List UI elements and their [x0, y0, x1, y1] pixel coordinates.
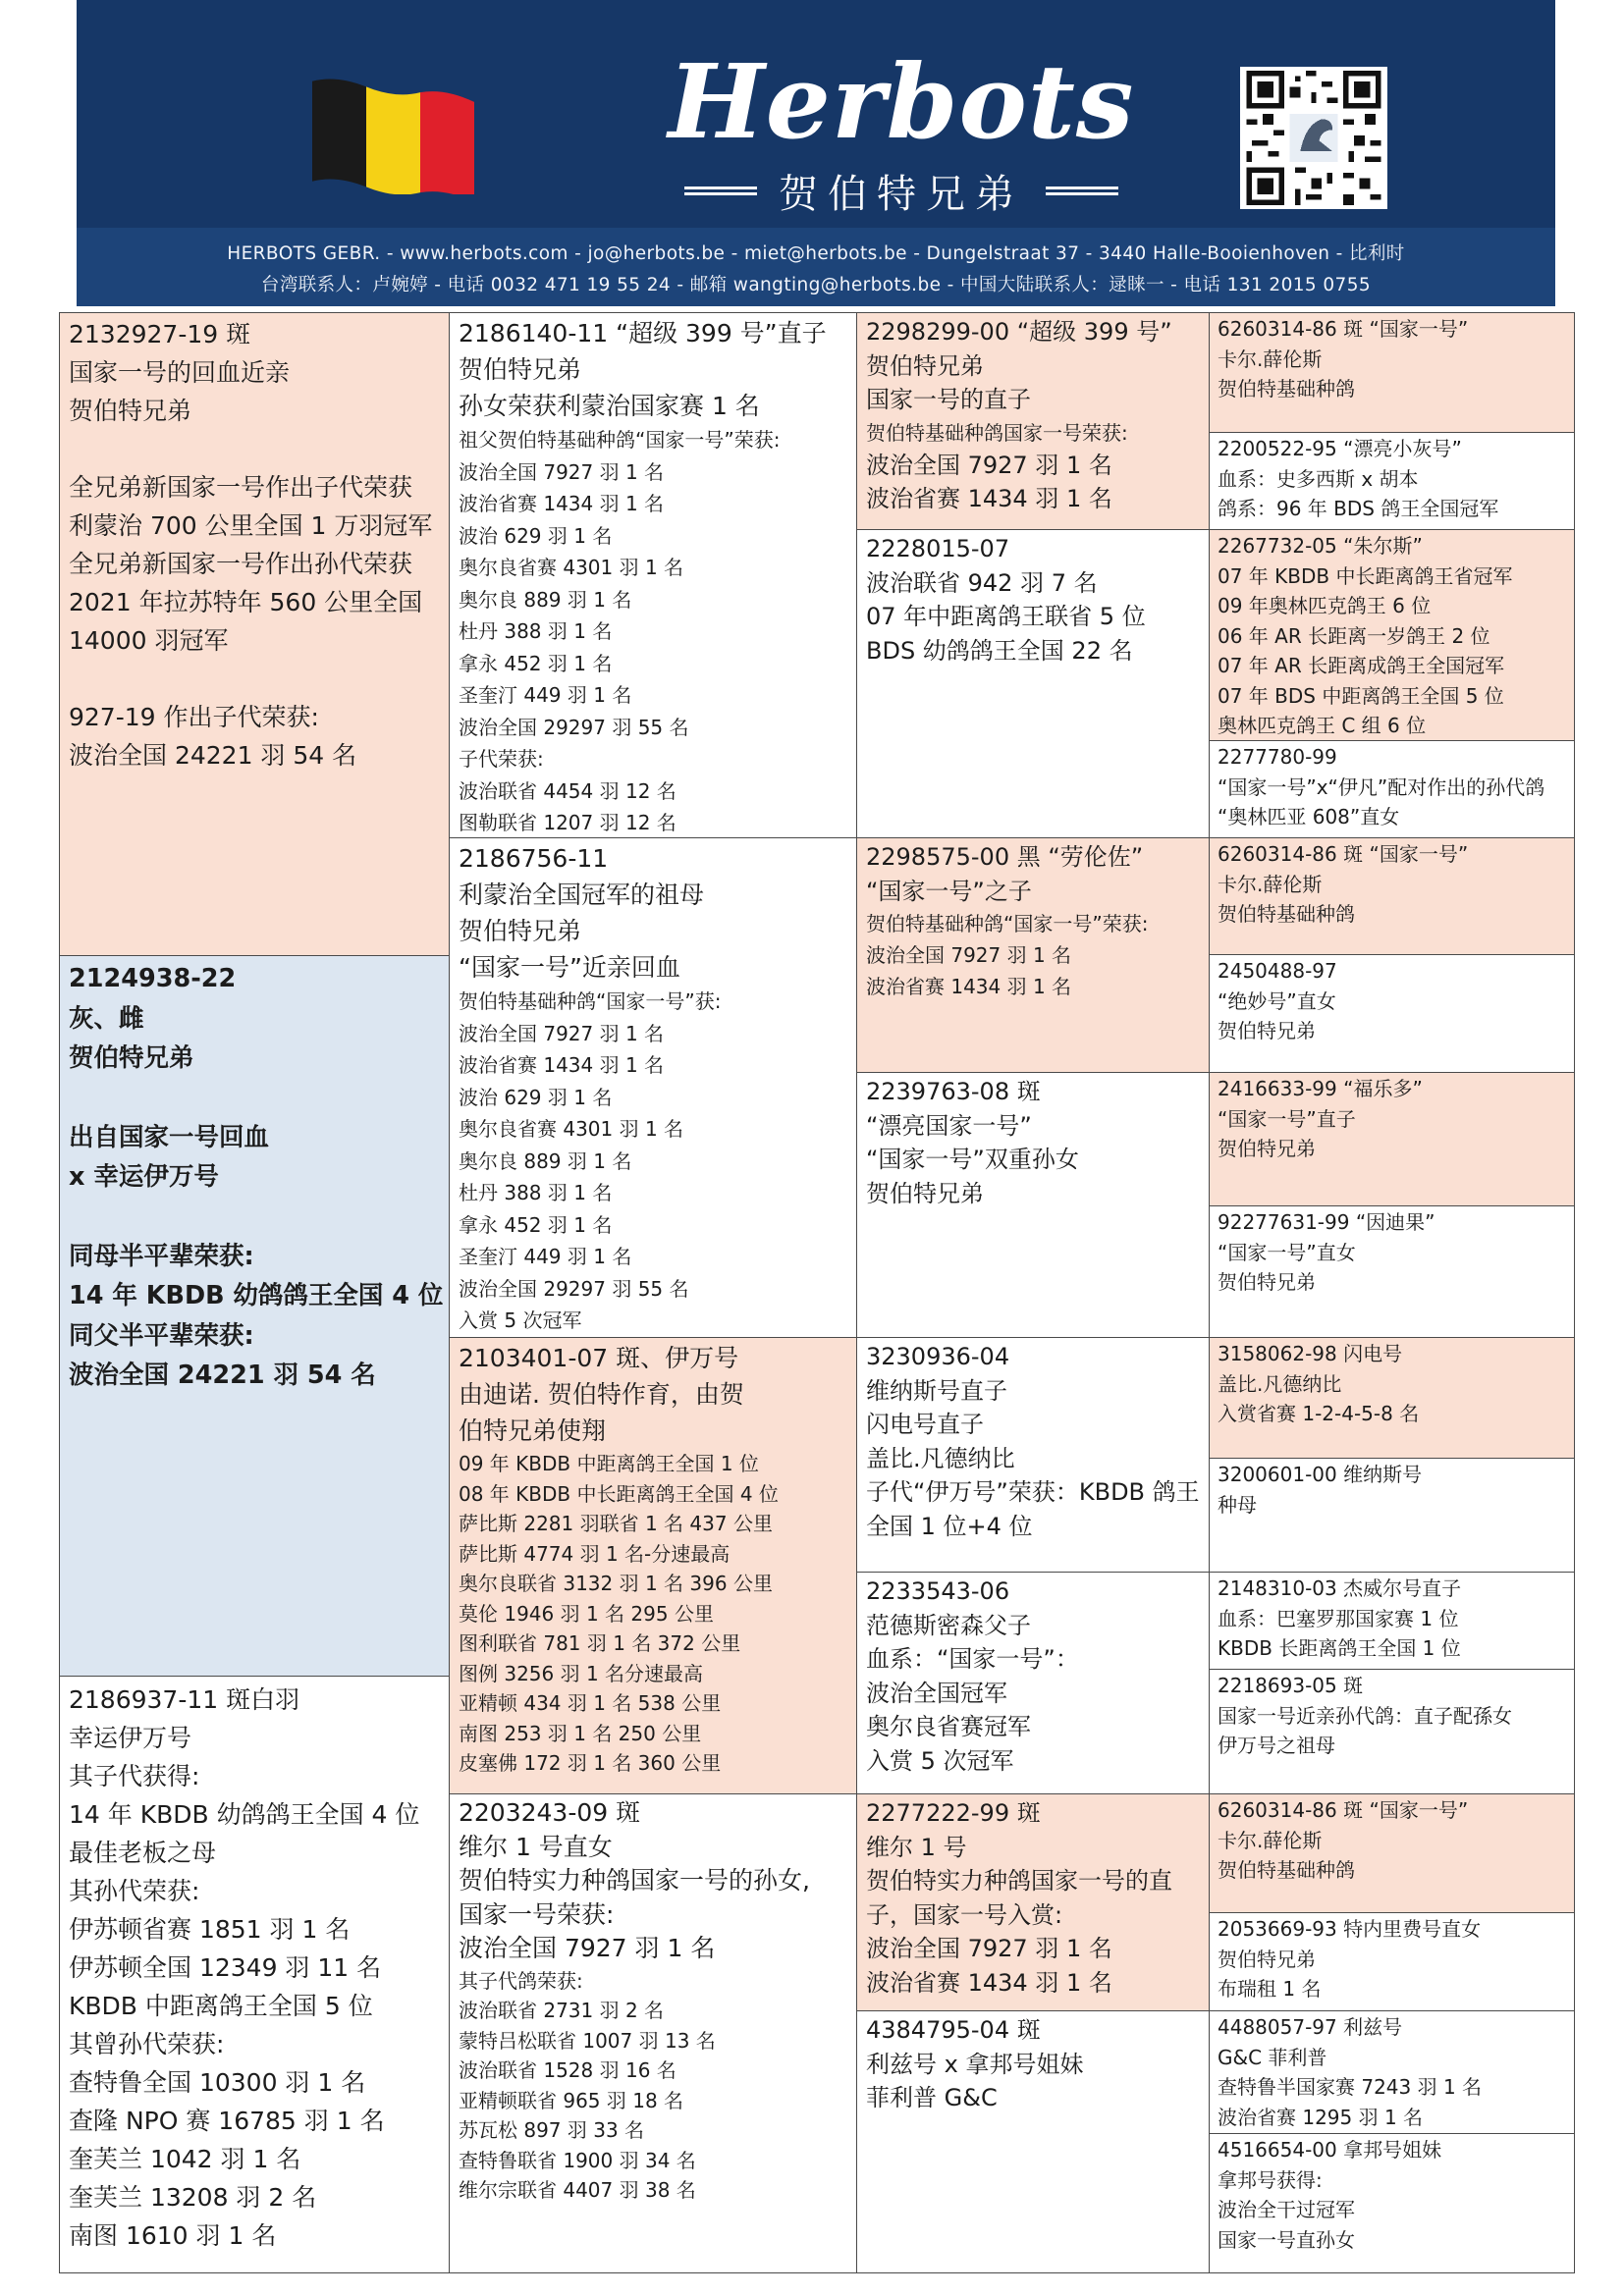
pedigree-line: 入赏 5 次冠军: [459, 1308, 582, 1332]
pedigree-line: 波治联省 4454 羽 12 名: [459, 778, 677, 803]
ancestor-cell: [1209, 1458, 1575, 1573]
pedigree-line: 其子代鸽荣获:: [459, 1968, 583, 1993]
pedigree-line: 贺伯特兄弟: [459, 355, 582, 384]
pedigree-line: 其曾孙代荣获:: [69, 2030, 225, 2058]
pedigree-line: “国家一号”近亲回血: [459, 953, 680, 982]
pedigree-line: 亚精顿 434 羽 1 名 538 公里: [459, 1691, 722, 1715]
pedigree-line: 06 年 AR 长距离一岁鸽王 2 位: [1218, 623, 1490, 648]
pedigree-line: 2103401-07 斑、伊万号: [459, 1344, 739, 1372]
pedigree-line: 亚精顿联省 965 羽 18 名: [459, 2088, 684, 2112]
pedigree-line: 伊苏顿全国 12349 羽 11 名: [69, 1953, 382, 1982]
pedigree-line: 波治全国 29297 羽 55 名: [459, 715, 689, 739]
pedigree-line: 波治全国 7927 羽 1 名: [866, 943, 1072, 967]
ancestor-cell: [1209, 1572, 1575, 1670]
pedigree-line: 伯特兄弟使翔: [459, 1416, 607, 1445]
pedigree-line: 查隆 NPO 赛 16785 羽 1 名: [69, 2107, 385, 2135]
pedigree-line: “漂亮国家一号”: [866, 1111, 1032, 1140]
pedigree-line: 入赏 5 次冠军: [866, 1746, 1014, 1775]
pedigree-line: 贺伯特兄弟: [1218, 1019, 1316, 1042]
pedigree-line: 利蒙治全国冠军的祖母: [459, 881, 705, 909]
pedigree-line: 6260314-86 斑 “国家一号”: [1218, 1798, 1469, 1822]
pedigree-line: 波治全国 7927 羽 1 名: [866, 451, 1112, 479]
ancestor-cell: [856, 312, 1210, 530]
pedigree-line: 波治全国 29297 羽 55 名: [459, 1276, 689, 1301]
pedigree-line: 贺伯特兄弟: [69, 1043, 194, 1073]
pedigree-line: 2277780-99: [1218, 745, 1337, 769]
pedigree-line: 波治省赛 1434 羽 1 名: [459, 492, 665, 515]
pedigree-line: 波治全国冠军: [866, 1679, 1007, 1707]
brand-name-cn: 贺伯特兄弟: [779, 172, 1024, 217]
pedigree-line: 孙女荣获利蒙治国家赛 1 名: [459, 392, 760, 420]
pedigree-line: 3158062-98 闪电号: [1218, 1342, 1403, 1365]
pedigree-line: 贺伯特兄弟: [1218, 1137, 1316, 1160]
pedigree-line: 贺伯特基础种鸽: [1218, 377, 1355, 400]
pedigree-line: 奥尔良省赛 4301 羽 1 名: [459, 1117, 684, 1141]
pedigree-line: 2186140-11 “超级 399 号”直子: [459, 319, 827, 347]
pedigree-line: 贺伯特兄弟: [866, 1179, 984, 1207]
pedigree-line: 其孙代荣获:: [69, 1877, 200, 1905]
pedigree-line: 2203243-09 斑: [459, 1798, 641, 1827]
ancestor-cell: [1209, 2010, 1575, 2134]
pedigree-line: 2124938-22: [69, 964, 237, 993]
ancestor-cell: [1209, 1669, 1575, 1794]
pedigree-line: 圣奎汀 449 羽 1 名: [459, 683, 632, 707]
pedigree-line: 萨比斯 4774 羽 1 名-分速最高: [459, 1541, 731, 1566]
pedigree-line: 维尔 1 号: [866, 1833, 967, 1861]
pedigree-line: 2233543-06: [866, 1577, 1010, 1605]
pedigree-line: “国家一号”直女: [1218, 1240, 1356, 1264]
pedigree-line: 波治联省 1528 羽 16 名: [459, 2058, 677, 2082]
pedigree-line: 贺伯特基础种鸽: [1218, 902, 1355, 926]
pedigree-line: 4384795-04 斑: [866, 2016, 1041, 2044]
pedigree-line: 血系：巴塞罗那国家赛 1 位: [1218, 1606, 1459, 1630]
pedigree-line: 贺伯特兄弟: [1218, 1270, 1316, 1294]
pedigree-line: 同母半平辈荣获:: [69, 1241, 254, 1271]
pedigree-line: 维尔 1 号直女: [459, 1832, 613, 1861]
pedigree-line: “绝妙号”直女: [1218, 988, 1336, 1013]
pedigree-line: 4516654-00 拿邦号姐妹: [1218, 2138, 1442, 2162]
pedigree-line: 波治全国 7927 羽 1 名: [459, 459, 665, 484]
pedigree-line: 子代“伊万号”荣获：KBDB 鸽王: [866, 1478, 1200, 1506]
pedigree-line: 子代荣获:: [459, 747, 544, 771]
pedigree-line: 09 年奥林匹克鸽王 6 位: [1218, 594, 1432, 617]
subject-cell: [59, 955, 450, 1677]
pedigree-line: 血系：“国家一号”：: [866, 1645, 1079, 1673]
pedigree-line: 波治省赛 1434 羽 1 名: [866, 1968, 1112, 1997]
pedigree-line: 奥尔良联省 3132 羽 1 名 396 公里: [459, 1572, 773, 1595]
pedigree-line: 贺伯特实力种鸽国家一号的孙女,: [459, 1866, 810, 1895]
pedigree-line: “国家一号”x“伊凡”配对作出的孙代鸽: [1218, 774, 1545, 799]
contact-line: HERBOTS GEBR. - www.herbots.com - jo@herbots.be - miet@herbots.be - Dungelstraat 37 - 3440 Halle-Booienhoven - 比利时: [227, 243, 1405, 264]
pedigree-line: 拿邦号获得:: [1218, 2167, 1323, 2192]
pedigree-line: 2277222-99 斑: [866, 1799, 1041, 1827]
pedigree-line: 奥尔良 889 羽 1 名: [459, 1148, 632, 1173]
pedigree-line: 波治全干过冠军: [1218, 2198, 1355, 2221]
ancestor-cell: [856, 2010, 1210, 2273]
pedigree-line: 出自国家一号回血: [69, 1122, 270, 1152]
pedigree-line: KBDB 中距离鸽王全国 5 位: [69, 1992, 373, 2020]
pedigree-line: 卡尔.薛伦斯: [1218, 872, 1323, 896]
pedigree-line: 国家一号近亲孙代鸽：直子配孫女: [1218, 1703, 1512, 1728]
contact-bar: [77, 228, 1555, 306]
ancestor-cell: [1209, 312, 1575, 433]
pedigree-line: 07 年 KBDB 中长距离鸽王省冠军: [1218, 563, 1513, 588]
pedigree-line: 贺伯特基础种鸽“国家一号”获:: [459, 989, 722, 1013]
pedigree-line: 波治联省 942 羽 7 名: [866, 568, 1098, 597]
pedigree-line: 2450488-97: [1218, 959, 1337, 983]
pedigree-line: 3230936-04: [866, 1343, 1010, 1370]
dam-cell: [59, 1676, 450, 2273]
pedigree-line: 最佳老板之母: [69, 1839, 217, 1867]
ancestor-cell: [1209, 1793, 1575, 1913]
ancestor-cell: [856, 1793, 1210, 2011]
ancestor-cell: [856, 529, 1210, 838]
ancestor-cell: [1209, 1205, 1575, 1338]
pedigree-line: 奥林匹克鸽王 C 组 6 位: [1218, 714, 1427, 737]
pedigree-line: 伊苏顿省赛 1851 羽 1 名: [69, 1915, 351, 1944]
pedigree-line: 全兄弟新国家一号作出孙代荣获: [69, 550, 413, 578]
pedigree-line: 波治全国 7927 羽 1 名: [459, 1934, 716, 1962]
pedigree-line: 927-19 作出子代荣获:: [69, 703, 319, 731]
pedigree-line: 拿永 452 羽 1 名: [459, 1212, 613, 1237]
pedigree-line: 08 年 KBDB 中长距离鸽王全国 4 位: [459, 1481, 779, 1506]
pedigree-line: 贺伯特基础种鸽: [1218, 1858, 1355, 1882]
pedigree-line: 2200522-95 “漂亮小灰号”: [1218, 437, 1462, 460]
pedigree-line: 菲利普 G&C: [866, 2084, 998, 2111]
pedigree-line: 09 年 KBDB 中距离鸽王全国 1 位: [459, 1452, 759, 1475]
pedigree-line: 卡尔.薛伦斯: [1218, 347, 1323, 371]
pedigree-line: “国家一号”之子: [866, 877, 1032, 905]
pedigree-line: 同父半平辈荣获:: [69, 1320, 254, 1351]
pedigree-line: 贺伯特基础种鸽国家一号荣获:: [866, 420, 1128, 445]
pedigree-line: 杜丹 388 羽 1 名: [459, 1181, 613, 1204]
pedigree-line: 波治全国 7927 羽 1 名: [866, 1935, 1112, 1962]
pedigree-line: 2021 年拉苏特年 560 公里全国: [69, 588, 423, 616]
pedigree-line: 贺伯特兄弟: [866, 351, 984, 380]
pedigree-line: 查特鲁半国家赛 7243 羽 1 名: [1218, 2075, 1483, 2099]
ancestor-cell: [1209, 954, 1575, 1073]
pedigree-line: 2298299-00 “超级 399 号”: [866, 318, 1172, 346]
ancestor-cell: [1209, 529, 1575, 741]
pedigree-line: 波治省赛 1295 羽 1 名: [1218, 2105, 1424, 2129]
pedigree-line: 奥尔良省赛冠军: [866, 1713, 1031, 1740]
pedigree-line: 奥尔良 889 羽 1 名: [459, 587, 632, 612]
pedigree-line: 查特鲁联省 1900 羽 34 名: [459, 2148, 696, 2172]
pedigree-line: 卡尔.薛伦斯: [1218, 1828, 1323, 1852]
pedigree-line: 6260314-86 斑 “国家一号”: [1218, 842, 1469, 866]
pedigree-line: 2186937-11 斑白羽: [69, 1685, 300, 1714]
pedigree-line: 全兄弟新国家一号作出子代荣获: [69, 473, 413, 502]
pedigree-line: 贺伯特基础种鸽“国家一号”荣获:: [866, 912, 1149, 935]
ancestor-cell: [1209, 1337, 1575, 1459]
pedigree-line: x 幸运伊万号: [69, 1162, 219, 1192]
pedigree-line: 布瑞租 1 名: [1218, 1977, 1322, 2001]
pedigree-line: 4488057-97 利兹号: [1218, 2015, 1403, 2039]
pedigree-line: 幸运伊万号: [69, 1724, 192, 1752]
logo: [626, 41, 1176, 217]
pedigree-line: 波治 629 羽 1 名: [459, 1085, 613, 1109]
pedigree-line: 奥尔良省赛 4301 羽 1 名: [459, 556, 684, 579]
ancestor-cell: [1209, 432, 1575, 530]
pedigree-line: 维纳斯号直子: [866, 1376, 1007, 1405]
pedigree-line: BDS 幼鸽鸽王全国 22 名: [866, 636, 1133, 665]
ancestor-cell: [1209, 1912, 1575, 2011]
sire-cell: [59, 312, 450, 956]
pedigree-line: 皮塞佛 172 羽 1 名 360 公里: [459, 1751, 722, 1775]
pedigree-line: 奎芙兰 13208 羽 2 名: [69, 2183, 317, 2212]
pedigree-line: 2218693-05 斑: [1218, 1674, 1364, 1697]
pedigree-line: 莫伦 1946 羽 1 名 295 公里: [459, 1601, 714, 1626]
pedigree-line: 波治联省 2731 羽 2 名: [459, 1999, 665, 2022]
pedigree-line: 2228015-07: [866, 535, 1010, 562]
pedigree-line: KBDB 长距离鸽王全国 1 位: [1218, 1636, 1461, 1660]
pedigree-line: 由迪诺. 贺伯特作育，由贺: [459, 1380, 744, 1409]
pedigree-line: 图勒联省 1207 羽 12 名: [459, 811, 677, 834]
pedigree-line: 鸽系：96 年 BDS 鸽王全国冠军: [1218, 497, 1499, 520]
pedigree-line: 波治省赛 1434 羽 1 名: [866, 975, 1072, 998]
pedigree-line: 奎芙兰 1042 羽 1 名: [69, 2145, 301, 2173]
pedigree-line: 92277631-99 “因迪果”: [1218, 1210, 1435, 1234]
pedigree-line: 国家一号直孙女: [1218, 2227, 1355, 2252]
pedigree-line: 维尔宗联省 4407 羽 38 名: [459, 2178, 696, 2202]
ancestor-cell: [856, 1572, 1210, 1794]
grandsire-dam-cell: [449, 837, 857, 1338]
pedigree-line: 盖比.凡德纳比: [1218, 1371, 1342, 1396]
pedigree-line: 2239763-08 斑: [866, 1078, 1041, 1105]
pedigree-line: 闪电号直子: [866, 1411, 984, 1438]
pedigree-line: 2148310-03 杰威尔号直子: [1218, 1576, 1462, 1600]
pedigree-line: 入赏省赛 1-2-4-5-8 名: [1218, 1402, 1420, 1425]
pedigree-line: 2132927-19 斑: [69, 320, 251, 348]
pedigree-line: 图利联省 781 羽 1 名 372 公里: [459, 1631, 741, 1655]
pedigree-line: 2186756-11: [459, 844, 609, 873]
ancestor-cell: [1209, 2133, 1575, 2273]
pedigree-line: 南图 1610 羽 1 名: [69, 2221, 277, 2250]
pedigree-line: 蒙特吕松联省 1007 羽 13 名: [459, 2028, 716, 2053]
pedigree-line: 贺伯特兄弟: [459, 917, 582, 945]
pedigree-line: 萨比斯 2281 羽联省 1 名 437 公里: [459, 1512, 773, 1535]
pedigree-line: 波治省赛 1434 羽 1 名: [459, 1053, 665, 1077]
pedigree-line: 波治全国 7927 羽 1 名: [459, 1021, 665, 1045]
qr-code-icon: [1240, 67, 1387, 209]
pedigree-line: 种母: [1218, 1492, 1257, 1517]
pedigree-line: 子，国家一号入赏:: [866, 1900, 1063, 1929]
pedigree-line: 波治全国 24221 羽 54 名: [69, 741, 357, 770]
pedigree-line: 波治全国 24221 羽 54 名: [69, 1361, 376, 1390]
pedigree-line: “国家一号”双重孙女: [866, 1146, 1079, 1173]
pedigree-line: 血系：史多西斯 x 胡本: [1218, 466, 1419, 491]
pedigree-line: 2267732-05 “朱尔斯”: [1218, 534, 1423, 558]
pedigree-line: 14 年 KBDB 幼鸽鸽王全国 4 位: [69, 1800, 420, 1829]
pedigree-line: “国家一号”直子: [1218, 1106, 1356, 1131]
grandsire-sire-cell: [449, 312, 857, 838]
ancestor-cell: [1209, 837, 1575, 955]
pedigree-line: G&C 菲利普: [1218, 2045, 1327, 2069]
pedigree-line: 其子代获得:: [69, 1762, 200, 1790]
pedigree-line: 14000 羽冠军: [69, 626, 229, 655]
header-banner: [77, 0, 1555, 306]
pedigree-line: 2298575-00 黑 “劳伦佐”: [866, 843, 1144, 871]
pedigree-line: 范德斯密森父子: [866, 1611, 1031, 1639]
divider: [684, 187, 757, 195]
pedigree-line: 拿永 452 羽 1 名: [459, 651, 613, 675]
pedigree-line: 14 年 KBDB 幼鸽鸽王全国 4 位: [69, 1281, 444, 1310]
pedigree-line: 全国 1 位+4 位: [866, 1512, 1033, 1540]
pedigree-line: 盖比.凡德纳比: [866, 1444, 1015, 1472]
brand-name: Herbots: [668, 41, 1135, 162]
ancestor-cell: [856, 837, 1210, 1073]
pedigree-line: 3200601-00 维纳斯号: [1218, 1463, 1423, 1486]
pedigree-line: 6260314-86 斑 “国家一号”: [1218, 317, 1469, 341]
pedigree-line: 利蒙治 700 公里全国 1 万羽冠军: [69, 511, 433, 540]
pedigree-line: 圣奎汀 449 羽 1 名: [459, 1245, 632, 1268]
pedigree-line: 2053669-93 特内里费号直女: [1218, 1917, 1482, 1941]
pedigree-line: 07 年 BDS 中距离鸽王全国 5 位: [1218, 683, 1504, 708]
ancestor-cell: [1209, 740, 1575, 838]
belgian-flag-icon: [307, 79, 479, 194]
pedigree-line: 07 年中距离鸽王联省 5 位: [866, 603, 1146, 630]
ancestor-cell: [856, 1337, 1210, 1573]
pedigree-line: 国家一号荣获:: [459, 1899, 615, 1929]
pedigree-line: 贺伯特兄弟: [69, 397, 192, 425]
pedigree-line: 利兹号 x 拿邦号姐妹: [866, 2050, 1084, 2078]
pedigree-line: 贺伯特实力种鸽国家一号的直: [866, 1867, 1172, 1895]
pedigree-line: 2416633-99 “福乐多”: [1218, 1077, 1423, 1100]
contact-line: 台湾联系人：卢婉婷 - 电话 0032 471 19 55 24 - 邮箱 wangting@herbots.be - 中国大陆联系人：逯睐一 - 电话 131 2015 0755: [260, 275, 1372, 295]
pedigree-line: 灰、雌: [69, 1003, 144, 1034]
granddam-sire-cell: [449, 1337, 857, 1794]
pedigree-line: “奥林匹亚 608”直女: [1218, 805, 1400, 828]
pedigree-line: 波治 629 羽 1 名: [459, 523, 613, 548]
pedigree-line: 查特鲁全国 10300 羽 1 名: [69, 2068, 366, 2097]
pedigree-line: 南图 253 羽 1 名 250 公里: [459, 1721, 702, 1745]
ancestor-cell: [856, 1072, 1210, 1338]
pedigree-line: 图例 3256 羽 1 名分速最高: [459, 1661, 704, 1685]
pedigree-line: 波治省赛 1434 羽 1 名: [866, 485, 1112, 512]
pedigree-line: 苏瓦松 897 羽 33 名: [459, 2118, 645, 2142]
pedigree-line: 国家一号的回血近亲: [69, 358, 291, 387]
pedigree-line: 07 年 AR 长距离成鸽王全国冠军: [1218, 654, 1505, 677]
divider: [1046, 187, 1118, 195]
pedigree-line: 国家一号的直子: [866, 386, 1031, 413]
pedigree-line: 祖父贺伯特基础种鸽“国家一号”荣获:: [459, 428, 781, 452]
pedigree-line: 伊万号之祖母: [1218, 1734, 1335, 1757]
pedigree-line: 贺伯特兄弟: [1218, 1947, 1316, 1971]
pedigree-line: 杜丹 388 羽 1 名: [459, 619, 613, 643]
granddam-dam-cell: [449, 1793, 857, 2273]
ancestor-cell: [1209, 1072, 1575, 1206]
